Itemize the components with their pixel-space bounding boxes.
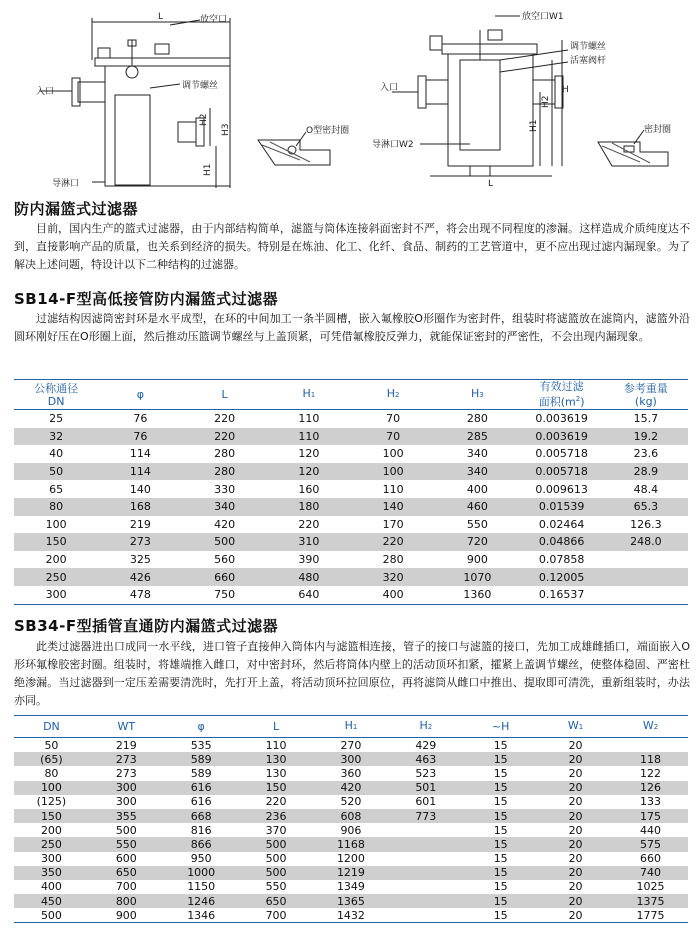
table-cell: 816 xyxy=(190,823,212,837)
table-cell: 180 xyxy=(298,500,320,514)
table-cell: 130 xyxy=(265,752,287,766)
table-cell: 219 xyxy=(129,517,151,531)
inlet-label-right: 入口 xyxy=(380,83,399,93)
table-cell: 0.003619 xyxy=(535,412,588,426)
table-cell: 0.02464 xyxy=(538,517,585,531)
table-cell: 114 xyxy=(129,465,151,479)
table-cell: 170 xyxy=(382,517,404,531)
col-phi: φ xyxy=(197,720,205,733)
table-row xyxy=(14,852,688,866)
table-cell: 20 xyxy=(568,738,583,752)
table-cell: (125) xyxy=(36,795,67,809)
dim-l-right: L xyxy=(488,179,494,189)
table-cell: 15 xyxy=(493,823,508,837)
table-cell: 76 xyxy=(133,429,148,443)
table-cell: 220 xyxy=(382,535,404,549)
table-cell: 100 xyxy=(40,781,62,795)
table-cell: 15 xyxy=(493,866,508,880)
table-cell: 200 xyxy=(40,823,62,837)
table-cell: 280 xyxy=(466,412,488,426)
dim-h3-left: H3 xyxy=(221,123,231,136)
col-h2: H2 xyxy=(386,387,400,400)
table-cell: 700 xyxy=(115,880,137,894)
table-cell: 325 xyxy=(129,553,151,567)
table-cell: 160 xyxy=(298,482,320,496)
table-cell: 340 xyxy=(466,465,488,479)
table-cell: 650 xyxy=(265,894,287,908)
o-ring-label: O型密封圈 xyxy=(306,126,350,136)
table-cell: 220 xyxy=(214,412,236,426)
table-cell: 32 xyxy=(49,429,64,443)
table-cell: 523 xyxy=(415,766,437,780)
table-cell: 285 xyxy=(466,429,488,443)
table-cell: 1349 xyxy=(336,880,365,894)
right-filter-drawing xyxy=(372,10,606,189)
piston-rod-label: 活塞阀杆 xyxy=(570,56,607,66)
table-cell: 15 xyxy=(493,880,508,894)
table-cell: 20 xyxy=(568,766,583,780)
table-cell: 520 xyxy=(340,795,362,809)
table-cell: 150 xyxy=(40,809,62,823)
table-cell: 460 xyxy=(466,500,488,514)
table-cell: 270 xyxy=(340,738,362,752)
table-cell: 15 xyxy=(493,852,508,866)
table-cell: 273 xyxy=(129,535,151,549)
table-cell: 250 xyxy=(45,570,67,584)
table-cell: 463 xyxy=(415,752,437,766)
table-cell: 429 xyxy=(415,738,437,752)
table-cell: 25 xyxy=(49,412,64,426)
table-cell: 15 xyxy=(493,894,508,908)
table-cell: 1200 xyxy=(336,852,365,866)
table-cell: 360 xyxy=(340,766,362,780)
table-cell: 168 xyxy=(129,500,151,514)
table-cell: 900 xyxy=(115,908,137,922)
table-cell: 20 xyxy=(568,852,583,866)
table-cell xyxy=(604,586,688,604)
table-cell: 550 xyxy=(466,517,488,531)
table-cell: 500 xyxy=(265,866,287,880)
table-cell xyxy=(604,568,688,586)
col-h2: H2 xyxy=(419,719,433,732)
col-phi: φ xyxy=(136,388,144,401)
table-cell: 608 xyxy=(340,809,362,823)
table-cell: 220 xyxy=(214,429,236,443)
col-h3: H3 xyxy=(471,387,484,400)
table-cell: 80 xyxy=(49,500,64,514)
table-cell: 20 xyxy=(568,795,583,809)
table-cell: 650 xyxy=(115,866,137,880)
section2-text: 过滤结构因滤筒密封环是水平成型，在环的中间加工一条半圆槽，嵌入氟橡胶O形圈作为密封件，组装时将滤篮放在滤筒内，滤篮外沿圆环刚好压在O形圈上面，然后推动压篮调节螺丝与上盖顶紧，可凭借氟橡胶反弹力，就能保证密封的严密性，不会出现内漏现象。 xyxy=(14,312,690,343)
table-cell xyxy=(388,880,463,894)
table-cell: 1150 xyxy=(187,880,216,894)
table-cell: 20 xyxy=(568,866,583,880)
col-w1: W1 xyxy=(567,719,584,732)
table-cell: 589 xyxy=(190,752,212,766)
sb14-spec-table xyxy=(14,379,688,605)
table-cell: 280 xyxy=(214,465,236,479)
table-cell: 220 xyxy=(265,795,287,809)
table-row xyxy=(14,551,688,569)
table-cell: 0.04866 xyxy=(538,535,585,549)
table-cell: 280 xyxy=(382,553,404,567)
technical-drawings xyxy=(0,0,700,192)
table-cell: 20 xyxy=(568,809,583,823)
table-row xyxy=(14,428,688,446)
table-cell: 1346 xyxy=(187,908,216,922)
table-cell xyxy=(613,738,688,753)
table-cell: 500 xyxy=(115,823,137,837)
table-cell: 0.07858 xyxy=(538,553,585,567)
table-row xyxy=(14,533,688,551)
table-cell: 140 xyxy=(382,500,404,514)
table-cell: 420 xyxy=(340,781,362,795)
table-cell: (65) xyxy=(40,752,63,766)
table-cell: 501 xyxy=(415,781,437,795)
col-dn: 公称通径 DN xyxy=(34,381,79,408)
section2-title: SB14-F型高低接管防内漏篮式过滤器 xyxy=(14,290,279,308)
table-cell: 500 xyxy=(214,535,236,549)
table-cell: 0.16537 xyxy=(538,588,585,602)
vent-label-left: 放空口 xyxy=(200,15,228,25)
table-cell: 478 xyxy=(129,588,151,602)
col-h1: H1 xyxy=(344,719,358,732)
table-cell xyxy=(604,551,688,569)
table-cell: 440 xyxy=(640,823,661,837)
table-cell: 500 xyxy=(265,852,287,866)
right-seal-detail xyxy=(598,123,671,166)
table-cell: 40 xyxy=(49,447,64,461)
table-cell: 19.2 xyxy=(633,429,659,443)
table-cell: 65.3 xyxy=(633,500,659,514)
table-cell: 100 xyxy=(382,465,404,479)
table-cell: 20 xyxy=(568,908,583,922)
table-cell: 550 xyxy=(115,837,137,851)
table-cell: 740 xyxy=(640,866,661,880)
adjust-screw-label-left: 调节螺丝 xyxy=(182,81,219,91)
table-cell xyxy=(388,837,463,851)
sb34-spec-table xyxy=(14,715,688,923)
table-row xyxy=(14,880,688,894)
table-row xyxy=(14,795,688,809)
table-cell: 110 xyxy=(265,738,287,752)
drain-label-left: 导淋口 xyxy=(52,179,80,189)
table-cell: 340 xyxy=(466,447,488,461)
table-row xyxy=(14,516,688,534)
table-cell: 1025 xyxy=(636,880,665,894)
table-row xyxy=(14,894,688,908)
table-cell: 150 xyxy=(45,535,67,549)
col-l: L xyxy=(272,720,280,733)
dim-h1-right: H1 xyxy=(529,119,539,132)
table-cell: 0.009613 xyxy=(535,482,588,496)
table-cell: 950 xyxy=(190,852,212,866)
table-cell: 219 xyxy=(115,738,137,752)
table-cell: 1365 xyxy=(336,894,365,908)
section1-title: 防内漏篮式过滤器 xyxy=(14,200,139,218)
table-cell: 15 xyxy=(493,908,508,922)
col-h: ~H xyxy=(491,720,510,733)
table-cell: 535 xyxy=(190,738,212,752)
left-filter-drawing xyxy=(36,12,231,189)
left-seal-detail xyxy=(258,124,349,165)
table-cell: 70 xyxy=(386,412,401,426)
drain-w2-label: 导淋口W2 xyxy=(372,140,414,150)
table-header-row xyxy=(14,380,688,410)
table-cell: 120 xyxy=(298,465,320,479)
table-cell: 250 xyxy=(40,837,62,851)
section3-title: SB34-F型插管直通防内漏篮式过滤器 xyxy=(14,617,279,635)
table-cell: 80 xyxy=(44,766,59,780)
table-cell: 300 xyxy=(45,588,67,602)
table-cell: 480 xyxy=(298,570,320,584)
table-cell: 900 xyxy=(466,553,488,567)
table-cell: 450 xyxy=(40,894,62,908)
table-cell: 15 xyxy=(493,781,508,795)
table-cell: 48.4 xyxy=(633,482,659,496)
table-row xyxy=(14,766,688,780)
table-cell: 122 xyxy=(640,766,661,780)
dim-h2-right: H2 xyxy=(541,95,551,108)
table-cell: 20 xyxy=(568,837,583,851)
table-cell: 126 xyxy=(640,781,661,795)
table-cell: 50 xyxy=(49,465,64,479)
table-cell: 0.003619 xyxy=(535,429,588,443)
seal-ring-label: 密封圈 xyxy=(644,125,672,135)
table-cell: 300 xyxy=(340,752,362,766)
table-cell: 400 xyxy=(382,588,404,602)
table-cell: 118 xyxy=(640,752,661,766)
table-cell: 20 xyxy=(568,894,583,908)
table-cell: 133 xyxy=(640,795,661,809)
table-cell: 20 xyxy=(568,781,583,795)
table-cell: 20 xyxy=(568,752,583,766)
section1-text: 目前，国内生产的篮式过滤器，由于内部结构简单，滤篮与筒体连接斜面密封不严，将会出现不同程度的渗漏。这样造成介质纯度达不到，直接影响产品的质量，也关系到经济的损失。特别是在炼油、化工、化纤、食品、制药的工艺管道中，更不应出现过滤内漏现象。为了解决上述问题，特设计以下二种结构的过滤器。 xyxy=(14,222,690,271)
table-cell: 310 xyxy=(298,535,320,549)
table-cell: 126.3 xyxy=(630,517,662,531)
table-cell: 200 xyxy=(45,553,67,567)
table-cell: 100 xyxy=(382,447,404,461)
table-cell: 110 xyxy=(382,482,404,496)
table-cell: 120 xyxy=(298,447,320,461)
table-cell: 500 xyxy=(40,908,62,922)
table-cell: 800 xyxy=(115,894,137,908)
table-cell: 320 xyxy=(382,570,404,584)
table-cell: 273 xyxy=(115,766,137,780)
table-cell: 700 xyxy=(265,908,287,922)
table-cell: 23.6 xyxy=(633,447,659,461)
table-row xyxy=(14,866,688,880)
table-cell: 100 xyxy=(45,517,67,531)
table-row xyxy=(14,568,688,586)
col-l: L xyxy=(221,388,228,401)
table-cell: 220 xyxy=(298,517,320,531)
table-cell: 575 xyxy=(640,837,661,851)
table-cell: 15 xyxy=(493,809,508,823)
table-cell xyxy=(388,908,463,923)
table-cell: 866 xyxy=(190,837,212,851)
table-cell: 76 xyxy=(133,412,148,426)
table-row xyxy=(14,738,688,753)
table-cell: 70 xyxy=(386,429,401,443)
vent-w1-label: 放空口W1 xyxy=(522,12,564,22)
table-cell: 140 xyxy=(129,482,151,496)
table-cell: 660 xyxy=(640,852,661,866)
dim-h1-left: H1 xyxy=(203,163,213,176)
table-row xyxy=(14,445,688,463)
table-cell: 130 xyxy=(265,766,287,780)
table-cell: 1375 xyxy=(636,894,665,908)
table-cell: 616 xyxy=(190,795,212,809)
table-cell: 500 xyxy=(265,837,287,851)
table-cell: 248.0 xyxy=(630,535,662,549)
inlet-label-left: 入口 xyxy=(36,87,55,97)
table-cell: 1000 xyxy=(187,866,216,880)
table-row xyxy=(14,480,688,498)
table-cell: 50 xyxy=(44,738,59,752)
table-cell: 236 xyxy=(265,809,287,823)
col-h1: H1 xyxy=(302,387,316,400)
table-cell: 1246 xyxy=(187,894,216,908)
table-cell: 350 xyxy=(40,866,62,880)
table-cell: 114 xyxy=(129,447,151,461)
dim-h2-left: H2 xyxy=(199,113,209,126)
table-cell: 589 xyxy=(190,766,212,780)
table-cell: 600 xyxy=(115,852,137,866)
table-cell: 300 xyxy=(115,795,137,809)
col-w2: W2 xyxy=(642,719,659,732)
table-cell: 1070 xyxy=(463,570,492,584)
table-cell: 400 xyxy=(466,482,488,496)
table-cell xyxy=(388,866,463,880)
table-cell: 0.01539 xyxy=(538,500,585,514)
table-cell: 15 xyxy=(493,738,508,752)
table-cell: 15 xyxy=(493,752,508,766)
table-cell: 668 xyxy=(190,809,212,823)
table-cell: 773 xyxy=(415,809,437,823)
table-cell: 175 xyxy=(640,809,661,823)
table-cell: 355 xyxy=(115,809,137,823)
table-header-row xyxy=(14,716,688,738)
table-cell: 1360 xyxy=(463,588,492,602)
table-row xyxy=(14,823,688,837)
table-cell: 273 xyxy=(115,752,137,766)
table-row xyxy=(14,809,688,823)
table-cell: 426 xyxy=(129,570,151,584)
table-cell: 280 xyxy=(214,447,236,461)
table-cell: 750 xyxy=(214,588,236,602)
table-cell: 15 xyxy=(493,766,508,780)
table-cell: 28.9 xyxy=(633,465,659,479)
table-cell: 65 xyxy=(49,482,64,496)
table-cell: 1432 xyxy=(336,908,365,922)
table-cell: 906 xyxy=(340,823,362,837)
table-cell: 400 xyxy=(40,880,62,894)
table-row xyxy=(14,837,688,851)
table-cell: 601 xyxy=(415,795,437,809)
col-wt: WT xyxy=(117,720,136,733)
table-row xyxy=(14,908,688,923)
table-row xyxy=(14,498,688,516)
table-cell: 150 xyxy=(265,781,287,795)
table-cell: 0.12005 xyxy=(538,570,585,584)
table-cell: 560 xyxy=(214,553,236,567)
table-cell xyxy=(388,852,463,866)
table-row xyxy=(14,752,688,766)
table-cell: 330 xyxy=(214,482,236,496)
table-cell: 1775 xyxy=(636,908,665,922)
table-cell: 340 xyxy=(214,500,236,514)
table-cell: 660 xyxy=(214,570,236,584)
table-cell: 1168 xyxy=(336,837,365,851)
table-cell: 300 xyxy=(40,852,62,866)
table-cell: 110 xyxy=(298,412,320,426)
table-cell xyxy=(388,894,463,908)
table-cell: 550 xyxy=(265,880,287,894)
table-cell: 720 xyxy=(466,535,488,549)
col-weight: 参考重量 (kg) xyxy=(623,381,668,408)
table-cell: 15 xyxy=(493,795,508,809)
table-cell: 15.7 xyxy=(633,412,659,426)
table-cell: 1219 xyxy=(336,866,365,880)
table-row xyxy=(14,781,688,795)
table-cell xyxy=(388,823,463,837)
table-cell: 300 xyxy=(115,781,137,795)
table-cell: 420 xyxy=(214,517,236,531)
col-filter-area: 有效过滤 面积$(m^2)$ xyxy=(538,380,585,409)
table-cell: 0.005718 xyxy=(535,465,588,479)
table-cell: 616 xyxy=(190,781,212,795)
table-cell: 0.005718 xyxy=(535,447,588,461)
dim-l-left: L xyxy=(158,12,164,22)
section3-text: 此类过滤器进出口成同一水平线，进口管子直接伸入筒体内与滤篮相连接，管子的接口与滤篮的接口，先加工成雄雌插口，端面嵌入O形环氟橡胶密封圈。组装时，将雄端推入雌口，对中密封环，然后将筒体内壁上的活动顶环扣紧，攉紧上盖调节螺丝，使整体稳固、严密杜绝渗漏。当过滤器到一定压差需要清洗时，先打开上盖，将活动顶环拉回原位，再将滤筒从雌口中推出、提取即可清洗，重新组装时，办法亦同。 xyxy=(14,640,690,707)
table-row xyxy=(14,463,688,481)
table-row xyxy=(14,586,688,604)
table-row xyxy=(14,410,688,428)
table-cell: 110 xyxy=(298,429,320,443)
adjust-screw-label-right: 调节螺丝 xyxy=(570,42,607,52)
table-cell: 20 xyxy=(568,880,583,894)
table-cell: 15 xyxy=(493,837,508,851)
table-cell: 390 xyxy=(298,553,320,567)
table-cell: 20 xyxy=(568,823,583,837)
table-cell: 640 xyxy=(298,588,320,602)
dim-h-right: H xyxy=(562,85,569,95)
table-cell: 370 xyxy=(265,823,287,837)
col-dn: DN xyxy=(43,720,60,733)
